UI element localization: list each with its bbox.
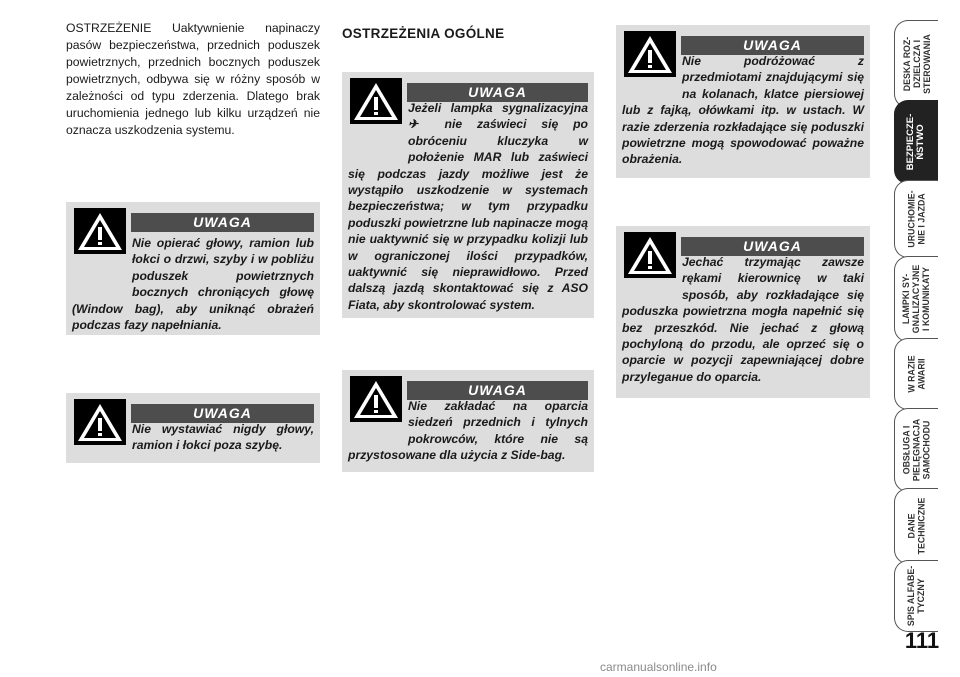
warning-box <box>66 393 320 463</box>
tab-spis-alfabetyczny[interactable]: SPIS ALFABE- TYCZNY <box>894 560 938 632</box>
tab-lampki-sygnalizacyjne[interactable]: LAMPKI SY- GNALIZACYJNE I KOMUNIKATY <box>894 256 938 342</box>
warning-label: UWAGA <box>681 237 864 256</box>
warning-text: Nie opierać głowy, ramion lub łokci o drzwi, szyby i w pobliżu poduszek powietrznych bocznych chroniących głowę (Window bag), aby uniknąć obrażeń podczas fazy napełniania. <box>72 236 314 333</box>
warning-label: UWAGA <box>407 381 588 400</box>
tab-obsluga-i-pielegnacja[interactable]: OBSŁUGA I PIELĘGNACJA SAMOCHODU <box>894 408 938 492</box>
warning-text: Jechać trzymając zawsze rękami kierownicę w taki sposób, aby rozkładające się poduszka powietrzna mogła napełnić się bez przeszkód. Nie jechać z głową pochyloną do przodu, ale oprzeć się o oparcie w pozycji zapewniającej dobre przylegание do oparcia. <box>622 255 864 384</box>
watermark: carmanualsonline.info <box>600 660 717 674</box>
warning-box <box>342 370 594 472</box>
intro-paragraph: OSTRZEŻENIE Uaktywnienie napinaczy pasów bezpieczeństwa, przednich poduszek powietrznych, przednich bocznych poduszek powietrznych, odbywa się w różny sposób w zależności od typu zderzenia. Dlatego brak uruchomienia jednego lub kilku urządzeń nie oznacza uszkodzenia systemu. <box>66 21 320 137</box>
warning-box <box>342 72 594 318</box>
page-number: 111 <box>904 628 940 653</box>
warning-box <box>616 25 870 178</box>
warning-label: UWAGA <box>681 36 864 55</box>
tab-uruchomienie-i-jazda[interactable]: URUCHOMIE- NIE I JAZDA <box>894 180 938 258</box>
warning-text: Nie wystawiać nigdy głowy, ramion i łokci poza szybę. <box>132 422 314 453</box>
warning-box <box>66 202 320 335</box>
warning-text: Nie zakładać na oparcia siedzeń przednich i tylnych pokrowców, które nie są przystosowane dla użycia z Side-bag. <box>348 399 588 463</box>
warning-label: UWAGA <box>131 213 314 232</box>
warning-label: UWAGA <box>131 404 314 423</box>
warning-text: Nie podróżować z przedmiotami znajdującymi się na kolanach, klatce piersiowej lub z fajką, ołówkami itp. w ustach. W razie zderzenia rozkładające się poduszki powietrzne mogą spowodować poważne obrażenia. <box>622 54 864 167</box>
warning-box <box>616 226 870 398</box>
section-title: OSTRZEŻENIA OGÓLNE <box>342 26 505 41</box>
tab-deska-rozdzielcza[interactable]: DESKA ROZ- DZIELCZA I STEROWANIA <box>894 20 938 108</box>
warning-label: UWAGA <box>407 83 588 102</box>
chapter-sidebar <box>892 0 960 677</box>
tab-w-razie-awarii[interactable]: W RAZIE AWARII <box>894 338 938 410</box>
tab-bezpieczenstwo[interactable]: BEZPIECZE- ŃSTWO <box>894 100 938 184</box>
warning-text: Jeżeli lampka sygnalizacyjna ✈ nie zaświeci się po obróceniu kluczyka w położenie MAR lub zaświeci się podczas jazdy możliwe jest że wystąpiło uszkodzenie w systemach bezpieczeństwa; w tym przypadku poduszki powietrzne lub napinacze mogą nie uaktywnić się w przypadku kolizji lub w ograniczonej ilości przypadków, uaktywnić się nieprawidłowo. Przed dalszą jazdą skontaktować się z ASO Fiata, aby skontrolować system. <box>348 101 588 312</box>
tab-dane-techniczne[interactable]: DANE TECHNICZNE <box>894 488 938 564</box>
